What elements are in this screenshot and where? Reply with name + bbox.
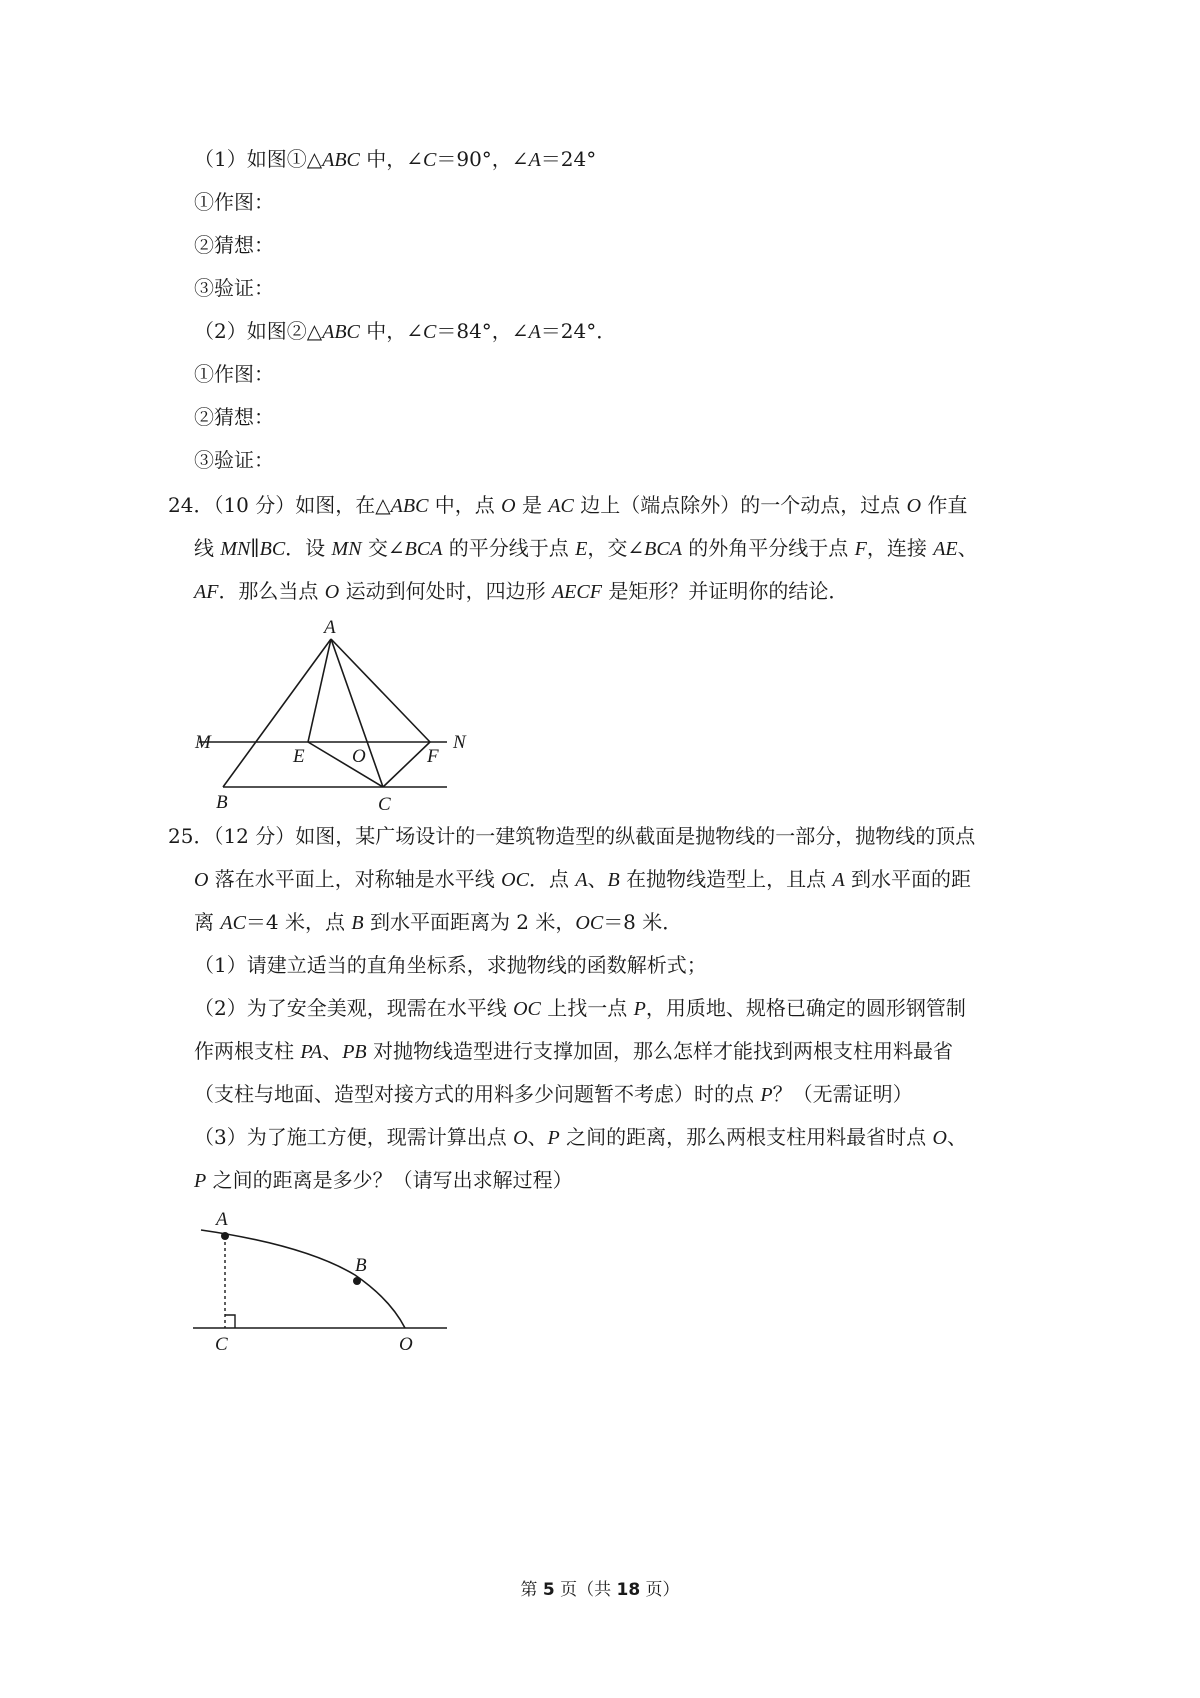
label-c: C bbox=[215, 1334, 228, 1355]
q25-part2-line3: （支柱与地面、造型对接方式的用料多少问题暂不考虑）时的点 P？（无需证明） bbox=[194, 1082, 913, 1106]
label-m: M bbox=[195, 732, 211, 753]
q25-part3-line2: P 之间的距离是多少？（请写出求解过程） bbox=[194, 1168, 573, 1192]
q23-part2: （2）如图②△ABC 中，∠C＝84°，∠A＝24°． bbox=[194, 319, 617, 343]
label-a: A bbox=[324, 617, 336, 638]
q23-part2-guess: ②猜想： bbox=[194, 405, 274, 429]
label-o: O bbox=[352, 746, 366, 767]
q25-part2-line2: 作两根支柱 PA、PB 对抛物线造型进行支撑加固，那么怎样才能找到两根支柱用料最省 bbox=[194, 1039, 954, 1063]
label-b: B bbox=[355, 1255, 367, 1276]
q23-part2-verify: ③验证： bbox=[194, 448, 274, 472]
q25-part2-line1: （2）为了安全美观，现需在水平线 OC 上找一点 P，用质地、规格已确定的圆形钢管制 bbox=[194, 996, 966, 1020]
label-c: C bbox=[378, 794, 391, 815]
label-f: F bbox=[427, 746, 439, 767]
point-b bbox=[353, 1277, 361, 1285]
q24-line1: 24．（10 分）如图，在△ABC 中，点 O 是 AC 边上（端点除外）的一个动点，过点 O 作直 bbox=[168, 493, 968, 517]
page-footer: 第 5 页（共 18 页） bbox=[520, 1580, 680, 1600]
q25-part1: （1）请建立适当的直角坐标系，求抛物线的函数解析式； bbox=[194, 953, 707, 977]
point-a bbox=[221, 1232, 229, 1240]
q23-part1-verify: ③验证： bbox=[194, 276, 274, 300]
q24-line2: 线 MN∥BC．设 MN 交∠BCA 的平分线于点 E，交∠BCA 的外角平分线于点 F，连接 AE、 bbox=[194, 536, 978, 560]
q25-line1: 25．（12 分）如图，某广场设计的一建筑物造型的纵截面是抛物线的一部分，抛物线的顶点 bbox=[168, 824, 976, 848]
q24-figure bbox=[185, 615, 485, 820]
right-angle-mark bbox=[225, 1315, 235, 1328]
q24-line3: AF．那么当点 O 运动到何处时，四边形 AECF 是矩形？并证明你的结论． bbox=[194, 579, 849, 603]
segment-fc bbox=[383, 742, 430, 787]
q25-part3-line1: （3）为了施工方便，现需计算出点 O、P 之间的距离，那么两根支柱用料最省时点 O、 bbox=[194, 1125, 967, 1149]
segment-ec bbox=[308, 742, 383, 787]
q23-part2-draw: ①作图： bbox=[194, 362, 274, 386]
label-n: N bbox=[453, 732, 466, 753]
label-o: O bbox=[399, 1334, 413, 1355]
page-number: 5 bbox=[542, 1580, 555, 1600]
label-b: B bbox=[216, 792, 228, 813]
q25-figure bbox=[185, 1205, 465, 1355]
q23-part1: （1）如图①△ABC 中，∠C＝90°，∠A＝24° bbox=[194, 147, 597, 171]
parabola-curve bbox=[201, 1230, 405, 1328]
label-e: E bbox=[293, 746, 305, 767]
q23-part1-guess: ②猜想： bbox=[194, 233, 274, 257]
q23-part1-draw: ①作图： bbox=[194, 190, 274, 214]
label-a: A bbox=[216, 1209, 228, 1230]
q25-line3: 离 AC＝4 米，点 B 到水平面距离为 2 米，OC＝8 米． bbox=[194, 910, 683, 934]
page-total: 18 bbox=[616, 1580, 641, 1600]
segment-af bbox=[331, 639, 430, 742]
q25-line2: O 落在水平面上，对称轴是水平线 OC．点 A、B 在抛物线造型上，且点 A 到水平面的距 bbox=[194, 867, 972, 891]
